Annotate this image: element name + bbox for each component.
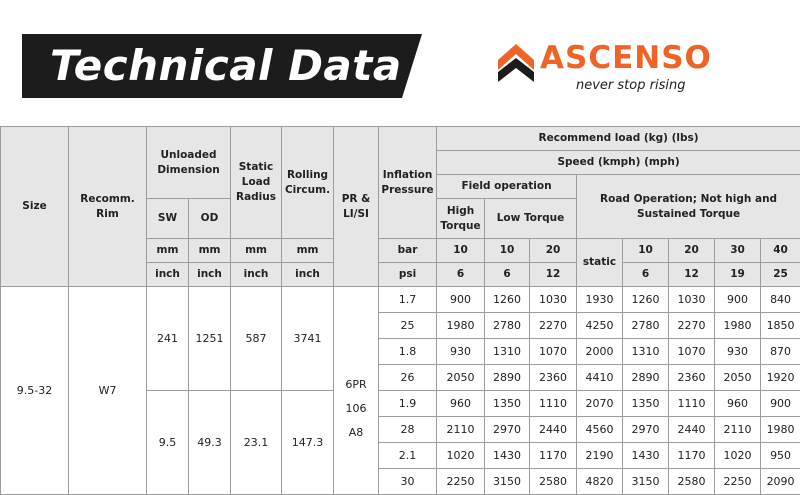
- cell-load: 1020: [715, 443, 761, 469]
- cell-load: 900: [761, 391, 800, 417]
- cell-load: 950: [761, 443, 800, 469]
- cell-load: 2360: [669, 365, 715, 391]
- cell-slr-mm: 587: [231, 287, 282, 391]
- header-od: OD: [189, 199, 231, 239]
- cell-load: 930: [715, 339, 761, 365]
- cell-load: 1980: [761, 417, 800, 443]
- cell-pressure: 26: [379, 365, 437, 391]
- cell-load: 4250: [577, 313, 623, 339]
- cell-pr-li-si: [334, 287, 379, 495]
- cell-slr-inch: 23.1: [231, 391, 282, 495]
- brand-logo: [496, 36, 736, 98]
- cell-load: 1260: [623, 287, 669, 313]
- unit-od-mm: mm: [189, 239, 231, 263]
- cell-pr: 6PR: [336, 373, 376, 397]
- cell-load: 2090: [761, 469, 800, 495]
- cell-si: A8: [336, 421, 376, 445]
- cell-rim: W7: [69, 287, 147, 495]
- cell-pressure: 30: [379, 469, 437, 495]
- cell-load: 960: [437, 391, 485, 417]
- cell-load: 2110: [437, 417, 485, 443]
- header-road-operation: Road Operation; Not high and Sustained Torque: [577, 175, 800, 239]
- cell-load: 1310: [623, 339, 669, 365]
- cell-load: 1170: [669, 443, 715, 469]
- cell-li: 106: [336, 397, 376, 421]
- speed-mph: 6: [437, 263, 485, 287]
- cell-load: 2070: [577, 391, 623, 417]
- cell-load: 2250: [437, 469, 485, 495]
- cell-load: 3150: [623, 469, 669, 495]
- cell-load: 1980: [715, 313, 761, 339]
- speed-mph: 6: [485, 263, 530, 287]
- cell-load: 1310: [485, 339, 530, 365]
- cell-load: 3150: [485, 469, 530, 495]
- cell-load: 2580: [530, 469, 577, 495]
- header-size: Size: [1, 127, 69, 287]
- speed-kmph: 10: [485, 239, 530, 263]
- speed-mph: 25: [761, 263, 800, 287]
- cell-load: 2440: [669, 417, 715, 443]
- cell-load: 1110: [530, 391, 577, 417]
- cell-load: 870: [761, 339, 800, 365]
- cell-load: 1920: [761, 365, 800, 391]
- cell-od-mm: 1251: [189, 287, 231, 391]
- speed-kmph: 20: [669, 239, 715, 263]
- speed-mph: 19: [715, 263, 761, 287]
- table-row: [1, 287, 800, 313]
- cell-load: 900: [437, 287, 485, 313]
- cell-pressure: 28: [379, 417, 437, 443]
- cell-sw-inch: 9.5: [147, 391, 189, 495]
- speed-kmph: 30: [715, 239, 761, 263]
- cell-load: 2250: [715, 469, 761, 495]
- cell-pressure: 25: [379, 313, 437, 339]
- brand-tagline: never stop rising: [576, 78, 685, 94]
- speed-kmph: 20: [530, 239, 577, 263]
- speed-kmph: 10: [623, 239, 669, 263]
- header-recomm-rim: Recomm. Rim: [69, 127, 147, 287]
- cell-load: 1030: [530, 287, 577, 313]
- unit-slr-mm: mm: [231, 239, 282, 263]
- unit-sw-mm: mm: [147, 239, 189, 263]
- cell-load: 1430: [623, 443, 669, 469]
- header-recommend-load: Recommend load (kg) (lbs): [437, 127, 800, 151]
- cell-load: 1070: [669, 339, 715, 365]
- cell-load: 2270: [669, 313, 715, 339]
- cell-load: 1980: [437, 313, 485, 339]
- cell-load: 4560: [577, 417, 623, 443]
- cell-load: 1260: [485, 287, 530, 313]
- header-field-operation: Field operation: [437, 175, 577, 199]
- cell-load: 2780: [485, 313, 530, 339]
- cell-od-inch: 49.3: [189, 391, 231, 495]
- header-static: static: [577, 239, 623, 287]
- cell-load: 2580: [669, 469, 715, 495]
- cell-load: 2110: [715, 417, 761, 443]
- header-pr-li-si: PR & LI/SI: [334, 127, 379, 287]
- header-static-load-radius: Static Load Radius: [231, 127, 282, 239]
- header-low-torque: Low Torque: [485, 199, 577, 239]
- cell-load: 1020: [437, 443, 485, 469]
- cell-load: 1030: [669, 287, 715, 313]
- cell-pressure: 1.7: [379, 287, 437, 313]
- cell-load: 2890: [485, 365, 530, 391]
- header-speed: Speed (kmph) (mph): [437, 151, 800, 175]
- cell-load: 2780: [623, 313, 669, 339]
- cell-rolling-inch: 147.3: [282, 391, 334, 495]
- unit-pressure-bar: bar: [379, 239, 437, 263]
- header-high-torque: High Torque: [437, 199, 485, 239]
- unit-sw-inch: inch: [147, 263, 189, 287]
- header-sw: SW: [147, 199, 189, 239]
- header-unloaded-dimension: Unloaded Dimension: [147, 127, 231, 199]
- page-title: Technical Data: [50, 36, 402, 96]
- cell-pressure: 2.1: [379, 443, 437, 469]
- cell-load: 1170: [530, 443, 577, 469]
- cell-size: 9.5-32: [1, 287, 69, 495]
- cell-sw-mm: 241: [147, 287, 189, 391]
- cell-load: 1430: [485, 443, 530, 469]
- cell-load: 2440: [530, 417, 577, 443]
- cell-load: 840: [761, 287, 800, 313]
- cell-load: 960: [715, 391, 761, 417]
- cell-load: 1930: [577, 287, 623, 313]
- speed-kmph: 10: [437, 239, 485, 263]
- cell-load: 2190: [577, 443, 623, 469]
- header-rolling-circum: Rolling Circum.: [282, 127, 334, 239]
- cell-load: 1350: [623, 391, 669, 417]
- cell-load: 900: [715, 287, 761, 313]
- header-inflation-pressure: Inflation Pressure: [379, 127, 437, 239]
- unit-rolling-mm: mm: [282, 239, 334, 263]
- cell-load: 4820: [577, 469, 623, 495]
- unit-rolling-inch: inch: [282, 263, 334, 287]
- cell-load: 2360: [530, 365, 577, 391]
- technical-data-table: [0, 126, 800, 495]
- cell-load: 2050: [715, 365, 761, 391]
- cell-load: 2050: [437, 365, 485, 391]
- cell-load: 1070: [530, 339, 577, 365]
- cell-rolling-mm: 3741: [282, 287, 334, 391]
- unit-pressure-psi: psi: [379, 263, 437, 287]
- cell-load: 2000: [577, 339, 623, 365]
- unit-slr-inch: inch: [231, 263, 282, 287]
- cell-load: 1350: [485, 391, 530, 417]
- cell-load: 2970: [623, 417, 669, 443]
- brand-name: ASCENSO: [540, 40, 712, 76]
- speed-kmph: 40: [761, 239, 800, 263]
- speed-mph: 6: [623, 263, 669, 287]
- unit-od-inch: inch: [189, 263, 231, 287]
- cell-load: 2270: [530, 313, 577, 339]
- chevron-logo-icon: [496, 36, 538, 84]
- speed-mph: 12: [669, 263, 715, 287]
- cell-load: 1110: [669, 391, 715, 417]
- cell-load: 1850: [761, 313, 800, 339]
- speed-mph: 12: [530, 263, 577, 287]
- cell-load: 2970: [485, 417, 530, 443]
- cell-load: 930: [437, 339, 485, 365]
- cell-load: 2890: [623, 365, 669, 391]
- cell-load: 4410: [577, 365, 623, 391]
- cell-pressure: 1.8: [379, 339, 437, 365]
- cell-pressure: 1.9: [379, 391, 437, 417]
